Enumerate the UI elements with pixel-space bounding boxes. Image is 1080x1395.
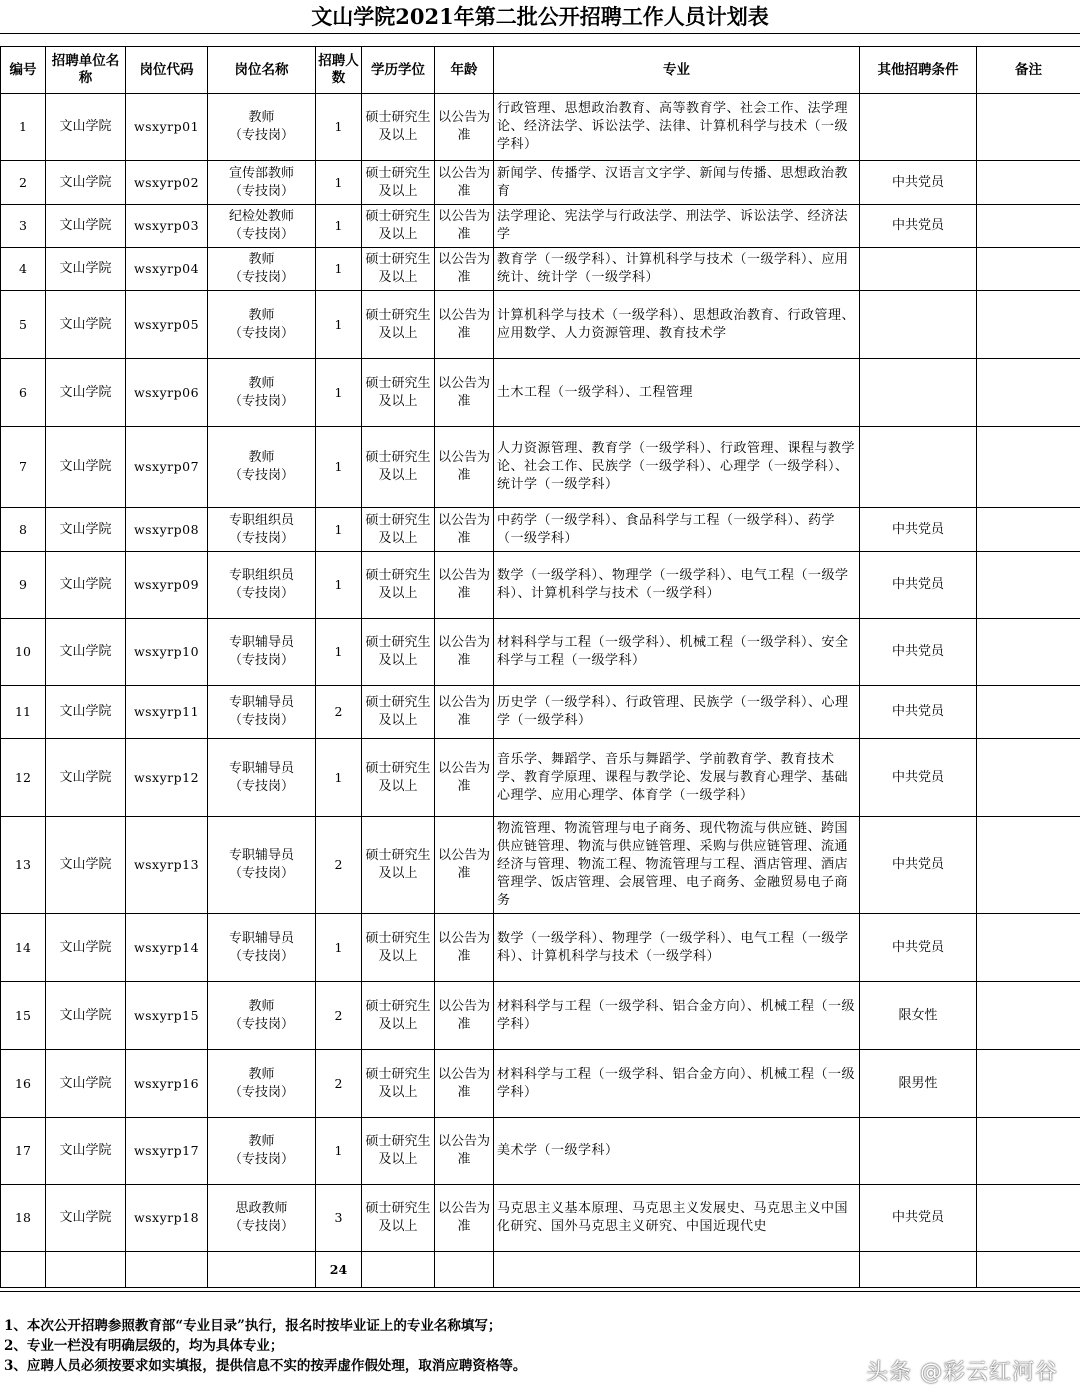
row-major: 计算机科学与技术（一级学科）、思想政治教育、行政管理、应用数学、人力资源管理、教育技术学	[494, 291, 860, 359]
row-major: 教育学（一级学科）、计算机科学与技术（一级学科）、应用统计、统计学（一级学科）	[494, 248, 860, 291]
row-major: 历史学（一级学科）、行政管理、民族学（一级学科）、心理学（一级学科）	[494, 686, 860, 739]
row-major: 中药学（一级学科）、食品科学与工程（一级学科）、药学（一级学科）	[494, 508, 860, 552]
row-number: 18	[1, 1185, 46, 1252]
row-education: 硕士研究生及以上	[362, 291, 435, 359]
row-age: 以公告为准	[435, 982, 494, 1050]
row-major: 行政管理、思想政治教育、高等教育学、社会工作、法学理论、经济法学、诉讼法学、法律、计算机科学与技术（一级学科）	[494, 94, 860, 161]
row-count: 2	[316, 817, 362, 914]
row-other-conditions: 中共党员	[860, 914, 977, 982]
row-count: 1	[316, 359, 362, 427]
row-post-code: wsxyrp10	[126, 619, 208, 686]
row-number: 6	[1, 359, 46, 427]
row-education: 硕士研究生及以上	[362, 205, 435, 248]
row-major: 马克思主义基本原理、马克思主义发展史、马克思主义中国化研究、国外马克思主义研究、中国近现代史	[494, 1185, 860, 1252]
table-row	[1, 686, 1080, 739]
row-education: 硕士研究生及以上	[362, 686, 435, 739]
row-post-code: wsxyrp03	[126, 205, 208, 248]
row-remark	[977, 686, 1080, 739]
row-education: 硕士研究生及以上	[362, 817, 435, 914]
row-remark	[977, 1050, 1080, 1118]
row-post-code: wsxyrp08	[126, 508, 208, 552]
row-education: 硕士研究生及以上	[362, 427, 435, 508]
row-post-code: wsxyrp17	[126, 1118, 208, 1185]
row-number: 2	[1, 161, 46, 205]
row-number: 12	[1, 739, 46, 817]
row-post-code: wsxyrp11	[126, 686, 208, 739]
total-count: 24	[316, 1252, 362, 1288]
row-remark	[977, 248, 1080, 291]
row-unit: 文山学院	[46, 1118, 126, 1185]
row-major: 人力资源管理、教育学（一级学科）、行政管理、课程与教学论、社会工作、民族学（一级学科）、心理学（一级学科）、统计学（一级学科）	[494, 427, 860, 508]
header-major: 专业	[494, 47, 860, 94]
row-count: 1	[316, 291, 362, 359]
row-post-name: 专职组织员 （专技岗）	[208, 552, 316, 619]
total-row	[1, 1252, 1080, 1288]
row-post-name: 教师 （专技岗）	[208, 982, 316, 1050]
row-post-code: wsxyrp07	[126, 427, 208, 508]
row-major: 材料科学与工程（一级学科）、机械工程（一级学科）、安全科学与工程（一级学科）	[494, 619, 860, 686]
row-other-conditions: 中共党员	[860, 552, 977, 619]
blank-row	[0, 34, 1080, 46]
row-count: 1	[316, 1118, 362, 1185]
row-count: 1	[316, 552, 362, 619]
table-row	[1, 291, 1080, 359]
table-row	[1, 508, 1080, 552]
row-unit: 文山学院	[46, 817, 126, 914]
table-row	[1, 982, 1080, 1050]
row-post-name: 教师 （专技岗）	[208, 248, 316, 291]
row-age: 以公告为准	[435, 552, 494, 619]
row-number: 1	[1, 94, 46, 161]
row-age: 以公告为准	[435, 427, 494, 508]
row-post-name: 教师 （专技岗）	[208, 291, 316, 359]
row-age: 以公告为准	[435, 1050, 494, 1118]
row-post-name: 教师 （专技岗）	[208, 1050, 316, 1118]
row-unit: 文山学院	[46, 686, 126, 739]
table-row	[1, 248, 1080, 291]
header-remark: 备注	[977, 47, 1080, 94]
row-count: 2	[316, 982, 362, 1050]
row-count: 1	[316, 914, 362, 982]
row-post-code: wsxyrp15	[126, 982, 208, 1050]
header-post: 岗位名称	[208, 47, 316, 94]
row-education: 硕士研究生及以上	[362, 982, 435, 1050]
row-remark	[977, 161, 1080, 205]
row-number: 11	[1, 686, 46, 739]
row-post-name: 教师 （专技岗）	[208, 427, 316, 508]
row-unit: 文山学院	[46, 914, 126, 982]
row-number: 8	[1, 508, 46, 552]
table-row	[1, 817, 1080, 914]
row-age: 以公告为准	[435, 94, 494, 161]
row-remark	[977, 427, 1080, 508]
row-age: 以公告为准	[435, 248, 494, 291]
watermark: 头条 @彩云红河谷	[866, 1360, 1058, 1385]
total-cell-empty	[977, 1252, 1080, 1288]
header-other: 其他招聘条件	[860, 47, 977, 94]
row-unit: 文山学院	[46, 94, 126, 161]
row-post-name: 专职辅导员 （专技岗）	[208, 817, 316, 914]
header-edu: 学历学位	[362, 47, 435, 94]
row-education: 硕士研究生及以上	[362, 552, 435, 619]
row-number: 13	[1, 817, 46, 914]
row-unit: 文山学院	[46, 205, 126, 248]
row-post-name: 专职组织员 （专技岗）	[208, 508, 316, 552]
row-number: 7	[1, 427, 46, 508]
row-education: 硕士研究生及以上	[362, 1118, 435, 1185]
table-row	[1, 914, 1080, 982]
row-other-conditions: 中共党员	[860, 619, 977, 686]
row-unit: 文山学院	[46, 248, 126, 291]
row-count: 1	[316, 739, 362, 817]
row-other-conditions: 中共党员	[860, 739, 977, 817]
row-major: 土木工程（一级学科）、工程管理	[494, 359, 860, 427]
row-remark	[977, 982, 1080, 1050]
total-cell-empty	[126, 1252, 208, 1288]
row-unit: 文山学院	[46, 739, 126, 817]
row-unit: 文山学院	[46, 161, 126, 205]
row-post-code: wsxyrp04	[126, 248, 208, 291]
row-post-name: 专职辅导员 （专技岗）	[208, 739, 316, 817]
table-row	[1, 94, 1080, 161]
row-education: 硕士研究生及以上	[362, 619, 435, 686]
row-post-name: 教师 （专技岗）	[208, 1118, 316, 1185]
row-count: 1	[316, 94, 362, 161]
total-cell-empty	[1, 1252, 46, 1288]
table-row	[1, 205, 1080, 248]
table-row	[1, 619, 1080, 686]
row-major: 美术学（一级学科）	[494, 1118, 860, 1185]
row-other-conditions: 限男性	[860, 1050, 977, 1118]
row-age: 以公告为准	[435, 739, 494, 817]
row-other-conditions: 限女性	[860, 982, 977, 1050]
total-cell-empty	[860, 1252, 977, 1288]
row-post-code: wsxyrp06	[126, 359, 208, 427]
row-education: 硕士研究生及以上	[362, 248, 435, 291]
row-major: 新闻学、传播学、汉语言文字学、新闻与传播、思想政治教育	[494, 161, 860, 205]
table-row	[1, 1118, 1080, 1185]
row-unit: 文山学院	[46, 1185, 126, 1252]
row-remark	[977, 1185, 1080, 1252]
row-unit: 文山学院	[46, 508, 126, 552]
row-major: 物流管理、物流管理与电子商务、现代物流与供应链、跨国供应链管理、物流与供应链管理、采购与供应链管理、流通经济与管理、物流工程、物流管理与工程、酒店管理、酒店管理学、饭店管理、会展管理、电子商务、金融贸易电子商务	[494, 817, 860, 914]
row-age: 以公告为准	[435, 161, 494, 205]
row-post-code: wsxyrp09	[126, 552, 208, 619]
table-row	[1, 161, 1080, 205]
row-education: 硕士研究生及以上	[362, 359, 435, 427]
page-title: 文山学院2021年第二批公开招聘工作人员计划表	[0, 0, 1080, 34]
row-education: 硕士研究生及以上	[362, 1050, 435, 1118]
row-other-conditions: 中共党员	[860, 1185, 977, 1252]
row-age: 以公告为准	[435, 914, 494, 982]
row-post-name: 教师 （专技岗）	[208, 94, 316, 161]
row-post-name: 思政教师 （专技岗）	[208, 1185, 316, 1252]
header-unit: 招聘单位名称	[46, 47, 126, 94]
row-major: 材料科学与工程（一级学科、铝合金方向）、机械工程（一级学科）	[494, 1050, 860, 1118]
row-post-code: wsxyrp12	[126, 739, 208, 817]
row-post-name: 专职辅导员 （专技岗）	[208, 619, 316, 686]
row-education: 硕士研究生及以上	[362, 739, 435, 817]
row-post-code: wsxyrp16	[126, 1050, 208, 1118]
row-count: 1	[316, 248, 362, 291]
row-age: 以公告为准	[435, 1118, 494, 1185]
note-line: 2、专业一栏没有明确层级的，均为具体专业；	[4, 1338, 284, 1354]
row-count: 1	[316, 205, 362, 248]
row-post-code: wsxyrp05	[126, 291, 208, 359]
row-other-conditions	[860, 94, 977, 161]
row-post-code: wsxyrp02	[126, 161, 208, 205]
row-remark	[977, 817, 1080, 914]
row-education: 硕士研究生及以上	[362, 161, 435, 205]
row-remark	[977, 739, 1080, 817]
row-number: 17	[1, 1118, 46, 1185]
total-cell-empty	[494, 1252, 860, 1288]
row-remark	[977, 359, 1080, 427]
recruitment-plan-table	[0, 46, 1080, 1288]
note-line: 3、应聘人员必须按要求如实填报，提供信息不实的按弄虚作假处理，取消应聘资格等。	[4, 1358, 527, 1374]
header-code: 岗位代码	[126, 47, 208, 94]
row-count: 2	[316, 686, 362, 739]
row-age: 以公告为准	[435, 508, 494, 552]
row-number: 15	[1, 982, 46, 1050]
row-age: 以公告为准	[435, 1185, 494, 1252]
row-education: 硕士研究生及以上	[362, 94, 435, 161]
row-major: 数学（一级学科）、物理学（一级学科）、电气工程（一级学科）、计算机科学与技术（一级学科）	[494, 552, 860, 619]
total-cell-empty	[435, 1252, 494, 1288]
table-row	[1, 1050, 1080, 1118]
row-post-code: wsxyrp18	[126, 1185, 208, 1252]
row-remark	[977, 205, 1080, 248]
row-count: 1	[316, 427, 362, 508]
row-age: 以公告为准	[435, 817, 494, 914]
row-other-conditions	[860, 1118, 977, 1185]
row-unit: 文山学院	[46, 291, 126, 359]
row-age: 以公告为准	[435, 686, 494, 739]
row-unit: 文山学院	[46, 552, 126, 619]
total-cell-empty	[362, 1252, 435, 1288]
table-row	[1, 552, 1080, 619]
row-age: 以公告为准	[435, 619, 494, 686]
row-unit: 文山学院	[46, 1050, 126, 1118]
row-age: 以公告为准	[435, 205, 494, 248]
total-cell-empty	[46, 1252, 126, 1288]
row-other-conditions	[860, 248, 977, 291]
row-count: 2	[316, 1050, 362, 1118]
row-number: 10	[1, 619, 46, 686]
row-unit: 文山学院	[46, 982, 126, 1050]
header-no: 编号	[1, 47, 46, 94]
row-unit: 文山学院	[46, 359, 126, 427]
row-remark	[977, 1118, 1080, 1185]
row-unit: 文山学院	[46, 619, 126, 686]
header-count: 招聘人数	[316, 47, 362, 94]
row-age: 以公告为准	[435, 291, 494, 359]
row-number: 14	[1, 914, 46, 982]
row-post-name: 专职辅导员 （专技岗）	[208, 914, 316, 982]
row-count: 1	[316, 619, 362, 686]
row-post-name: 教师 （专技岗）	[208, 359, 316, 427]
row-other-conditions	[860, 291, 977, 359]
row-number: 4	[1, 248, 46, 291]
row-major: 数学（一级学科）、物理学（一级学科）、电气工程（一级学科）、计算机科学与技术（一级学科）	[494, 914, 860, 982]
row-other-conditions: 中共党员	[860, 817, 977, 914]
row-other-conditions: 中共党员	[860, 686, 977, 739]
table-row	[1, 739, 1080, 817]
row-remark	[977, 552, 1080, 619]
header-age: 年龄	[435, 47, 494, 94]
table-row	[1, 1185, 1080, 1252]
row-number: 5	[1, 291, 46, 359]
row-education: 硕士研究生及以上	[362, 508, 435, 552]
note-line: 1、本次公开招聘参照教育部“专业目录”执行，报名时按毕业证上的专业名称填写；	[4, 1318, 502, 1334]
row-remark	[977, 508, 1080, 552]
row-remark	[977, 914, 1080, 982]
row-other-conditions: 中共党员	[860, 205, 977, 248]
row-remark	[977, 94, 1080, 161]
row-other-conditions: 中共党员	[860, 508, 977, 552]
row-remark	[977, 619, 1080, 686]
header-row	[1, 47, 1080, 94]
row-post-code: wsxyrp01	[126, 94, 208, 161]
row-count: 1	[316, 161, 362, 205]
row-number: 9	[1, 552, 46, 619]
row-education: 硕士研究生及以上	[362, 914, 435, 982]
row-post-code: wsxyrp13	[126, 817, 208, 914]
row-number: 16	[1, 1050, 46, 1118]
row-post-name: 宣传部教师 （专技岗）	[208, 161, 316, 205]
row-post-code: wsxyrp14	[126, 914, 208, 982]
row-major: 音乐学、舞蹈学、音乐与舞蹈学、学前教育学、教育技术学、教育学原理、课程与教学论、发展与教育心理学、基础心理学、应用心理学、体育学（一级学科）	[494, 739, 860, 817]
total-cell-empty	[208, 1252, 316, 1288]
row-post-name: 纪检处教师 （专技岗）	[208, 205, 316, 248]
row-age: 以公告为准	[435, 359, 494, 427]
row-other-conditions	[860, 427, 977, 508]
row-number: 3	[1, 205, 46, 248]
table-row	[1, 427, 1080, 508]
row-education: 硕士研究生及以上	[362, 1185, 435, 1252]
row-post-name: 专职辅导员 （专技岗）	[208, 686, 316, 739]
row-remark	[977, 291, 1080, 359]
table-row	[1, 359, 1080, 427]
row-other-conditions	[860, 359, 977, 427]
row-major: 法学理论、宪法学与行政法学、刑法学、诉讼法学、经济法学	[494, 205, 860, 248]
row-major: 材料科学与工程（一级学科、铝合金方向）、机械工程（一级学科）	[494, 982, 860, 1050]
row-other-conditions: 中共党员	[860, 161, 977, 205]
row-count: 3	[316, 1185, 362, 1252]
row-unit: 文山学院	[46, 427, 126, 508]
row-count: 1	[316, 508, 362, 552]
